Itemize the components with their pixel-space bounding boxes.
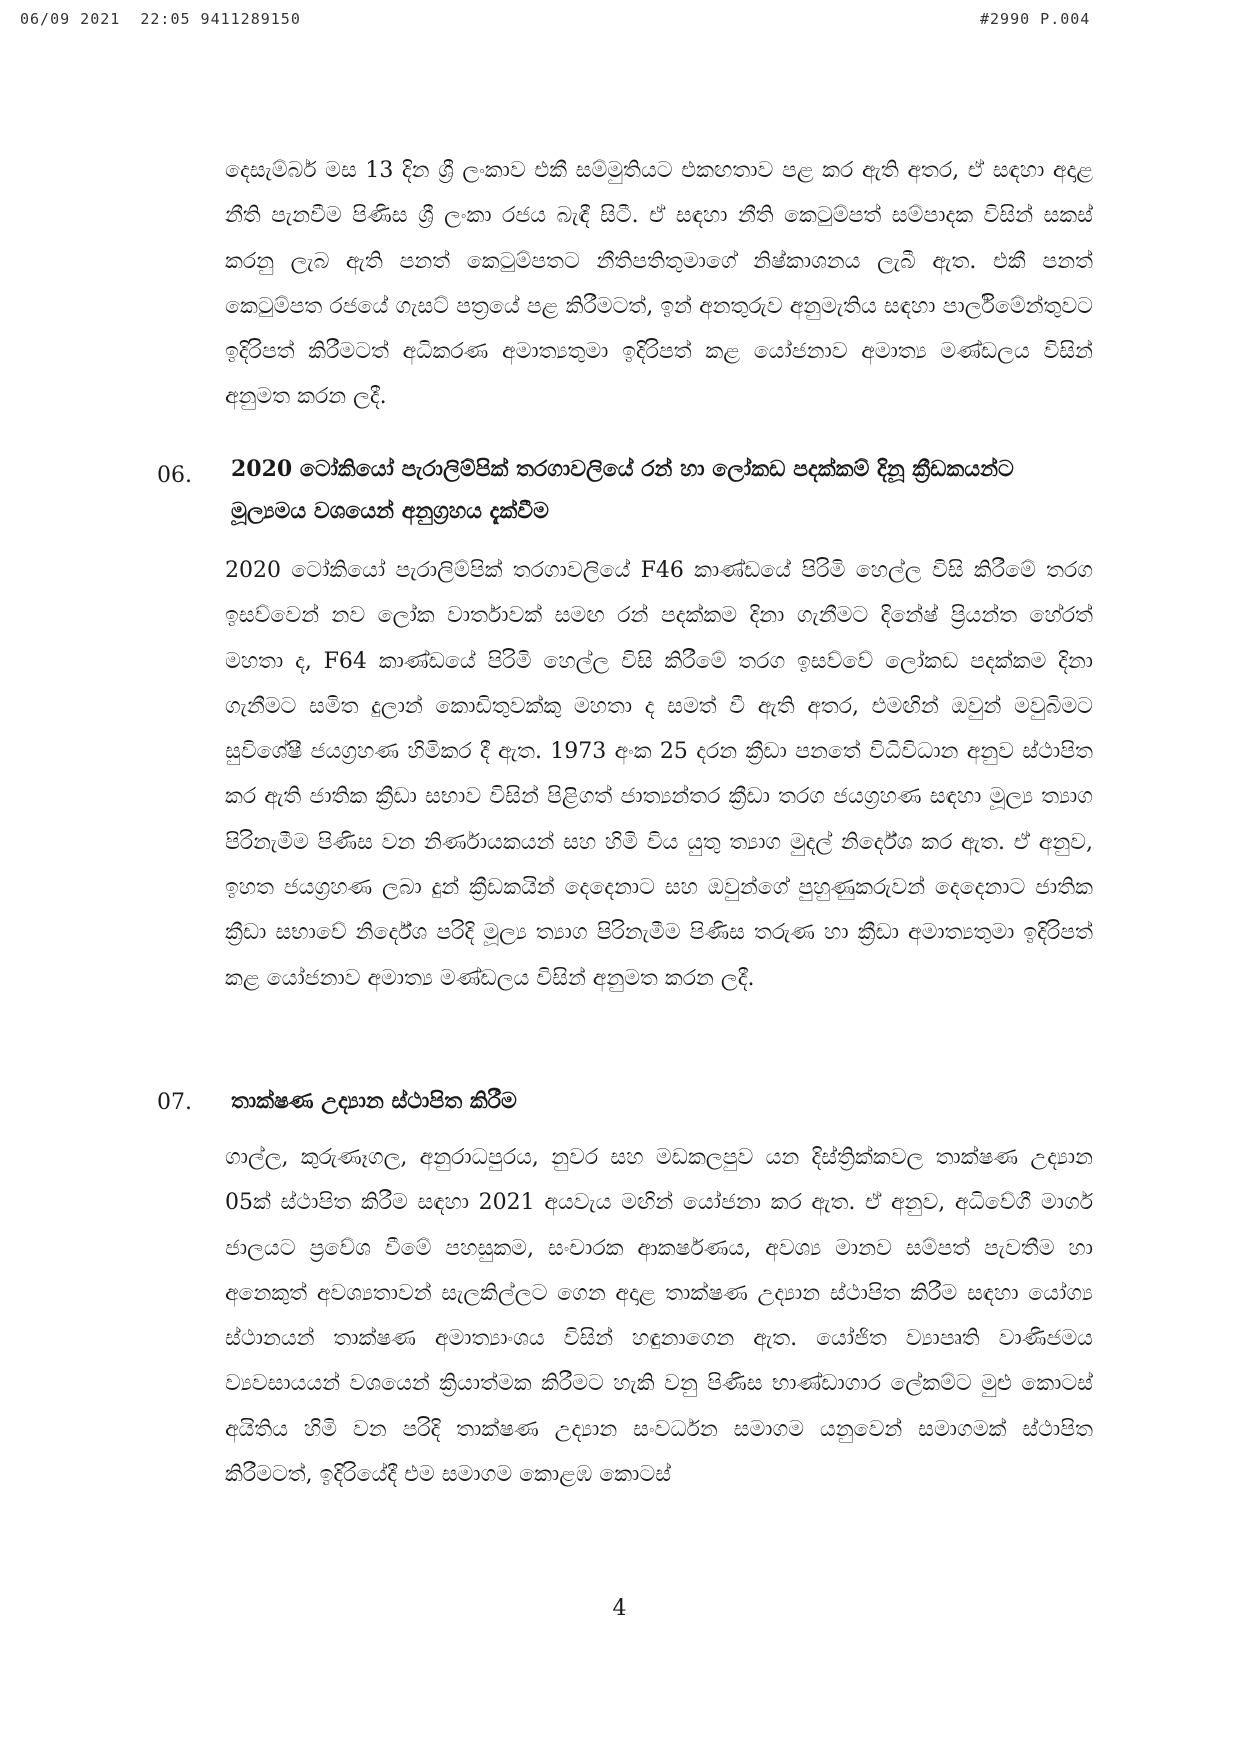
section-07-number: 07. [157,1090,192,1115]
section-06-body: 2020 ටෝකියෝ පැරාලිම්පික් තරගාවලියේ F46 කාණ්ඩයේ පිරිමි හෙල්ල විසි කිරීමේ තරග ඉසව්වෙන් නව ලෝක වාර්තාවක් සමඟ රන් පදක්කම දිනා ගැනීමට දිනේෂ් ප්‍රියන්ත හේරත් මහතා ද, F64 කාණ්ඩයේ පිරිමි හෙල්ල විසි කිරීමේ තරග ඉසව්වේ ලෝකඩ පදක්කම දිනා ගැනීමට සමිත දුලාන් කොඩිතුවක්කු මහතා ද සමත් වී ඇති අතර, එමඟින් ඔවුන් මවුබිමට සුවිශේෂී ජයග්‍රහණ හිමිකර දී ඇත. 1973 අංක 25 දරන ක්‍රීඩා පනතේ විධිවිධාන අනුව ස්ථාපිත කර ඇති ජාතික ක්‍රීඩා සභාව විසින් පිළිගත් ජාත්‍යන්තර ක්‍රීඩා තරග ජයග්‍රහණ සඳහා මූල්‍ය ත්‍යාග පිරිනැමීම පිණිස වන නිර්ණායකයන් සහ හිමි විය යුතු ත්‍යාග මුදල් නිර්දේශ කර ඇත. ඒ අනුව, ඉහත ජයග්‍රහණ ලබා දුන් ක්‍රීඩකයින් දෙදෙනාට සහ ඔවුන්ගේ පුහුණුකරුවන් දෙදෙනාට ජාතික ක්‍රීඩා සභාවේ නිර්දේශ පරිදි මූල්‍ය ත්‍යාග පිරිනැමීම පිණිස තරුණ හා ක්‍රීඩා අමාත්‍යතුමා ඉදිරිපත් කළ යෝජනාව අමාත්‍ය මණ්ඩලය විසින් අනුමත කරන ලදී. [225,558,1093,991]
page-number: 4 [612,1596,627,1621]
section-07-title: තාක්ෂණ උද්‍යාන ස්ථාපිත කිරීම [231,1088,517,1114]
fax-header-page-ref: #2990 P.004 [980,10,1091,28]
section-06-number: 06. [157,463,192,488]
section-06-title: 2020 ටෝකියෝ පැරාලිම්පික් තරගාවලියේ රන් හා ලෝකඩ පදක්කම් දිනූ ක්‍රීඩකයන්ට මූල්‍යමය වශයෙන් අනුග්‍රහය දැක්වීම [231,456,1014,524]
intro-paragraph: දෙසැම්බර් මස 13 දින ශ්‍රී ලංකාව එකී සම්මුතියට එකඟතාව පළ කර ඇති අතර, ඒ සඳහා අදාළ නීති පැනවීම පිණිස ශ්‍රී ලංකා රජය බැඳී සිටී. ඒ සඳහා නීති කෙටුම්පත් සම්පාදක විසින් සකස් කරනු ලැබ ඇති පනත් කෙටුම්පතට නීතිපතිතුමාගේ නිෂ්කාශනය ලැබී ඇත. එකී පනත් කෙටුම්පත රජයේ ගැසට් පත්‍රයේ පළ කිරීමටත්, ඉන් අනතුරුව අනුමැතිය සඳහා පාර්ලිමේන්තුවට ඉදිරිපත් කිරීමටත් අධිකරණ අමාත්‍යතුමා ඉදිරිපත් කළ යෝජනාව අමාත්‍ය මණ්ඩලය විසින් අනුමත කරන ලදී. [225,158,1093,410]
fax-header-date-line: 06/09 2021 22:05 9411289150 [20,10,301,28]
section-07-body: ගාල්ල, කුරුණෑගල, අනුරාධපුරය, නුවර සහ මඩකලපුව යන දිස්ත්‍රික්කවල තාක්ෂණ උද්‍යාන 05ක් ස්ථාපිත කිරීම සඳහා 2021 අයවැය මඟින් යෝජනා කර ඇත. ඒ අනුව, අධිවේගී මාර්ග ජාලයට ප්‍රවේශ වීමේ පහසුකම, සංචාරක ආකර්ෂණය, අවශ්‍ය මානව සම්පත් පැවතීම හා අනෙකුත් අවශ්‍යතාවන් සැලකිල්ලට ගෙන අදාළ තාක්ෂණ උද්‍යාන ස්ථාපිත කිරීම සඳහා යෝග්‍ය ස්ථානයන් තාක්ෂණ අමාත්‍යාංශය විසින් හඳුනාගෙන ඇත. යෝජිත ව්‍යාපෘති වාණිජමය ව්‍යවසායයන් වශයෙන් ක්‍රියාත්මක කිරීමට හැකි වනු පිණිස භාණ්ඩාගාර ලේකම්ට මුළු කොටස් අයිතිය හිමි වන පරිදි තාක්ෂණ උද්‍යාන සංවර්ධන සමාගම යනුවෙන් සමාගමක් ස්ථාපිත කිරීමටත්, ඉදිරියේදී එම සමාගම කොළඹ කොටස් [225,1145,1093,1488]
